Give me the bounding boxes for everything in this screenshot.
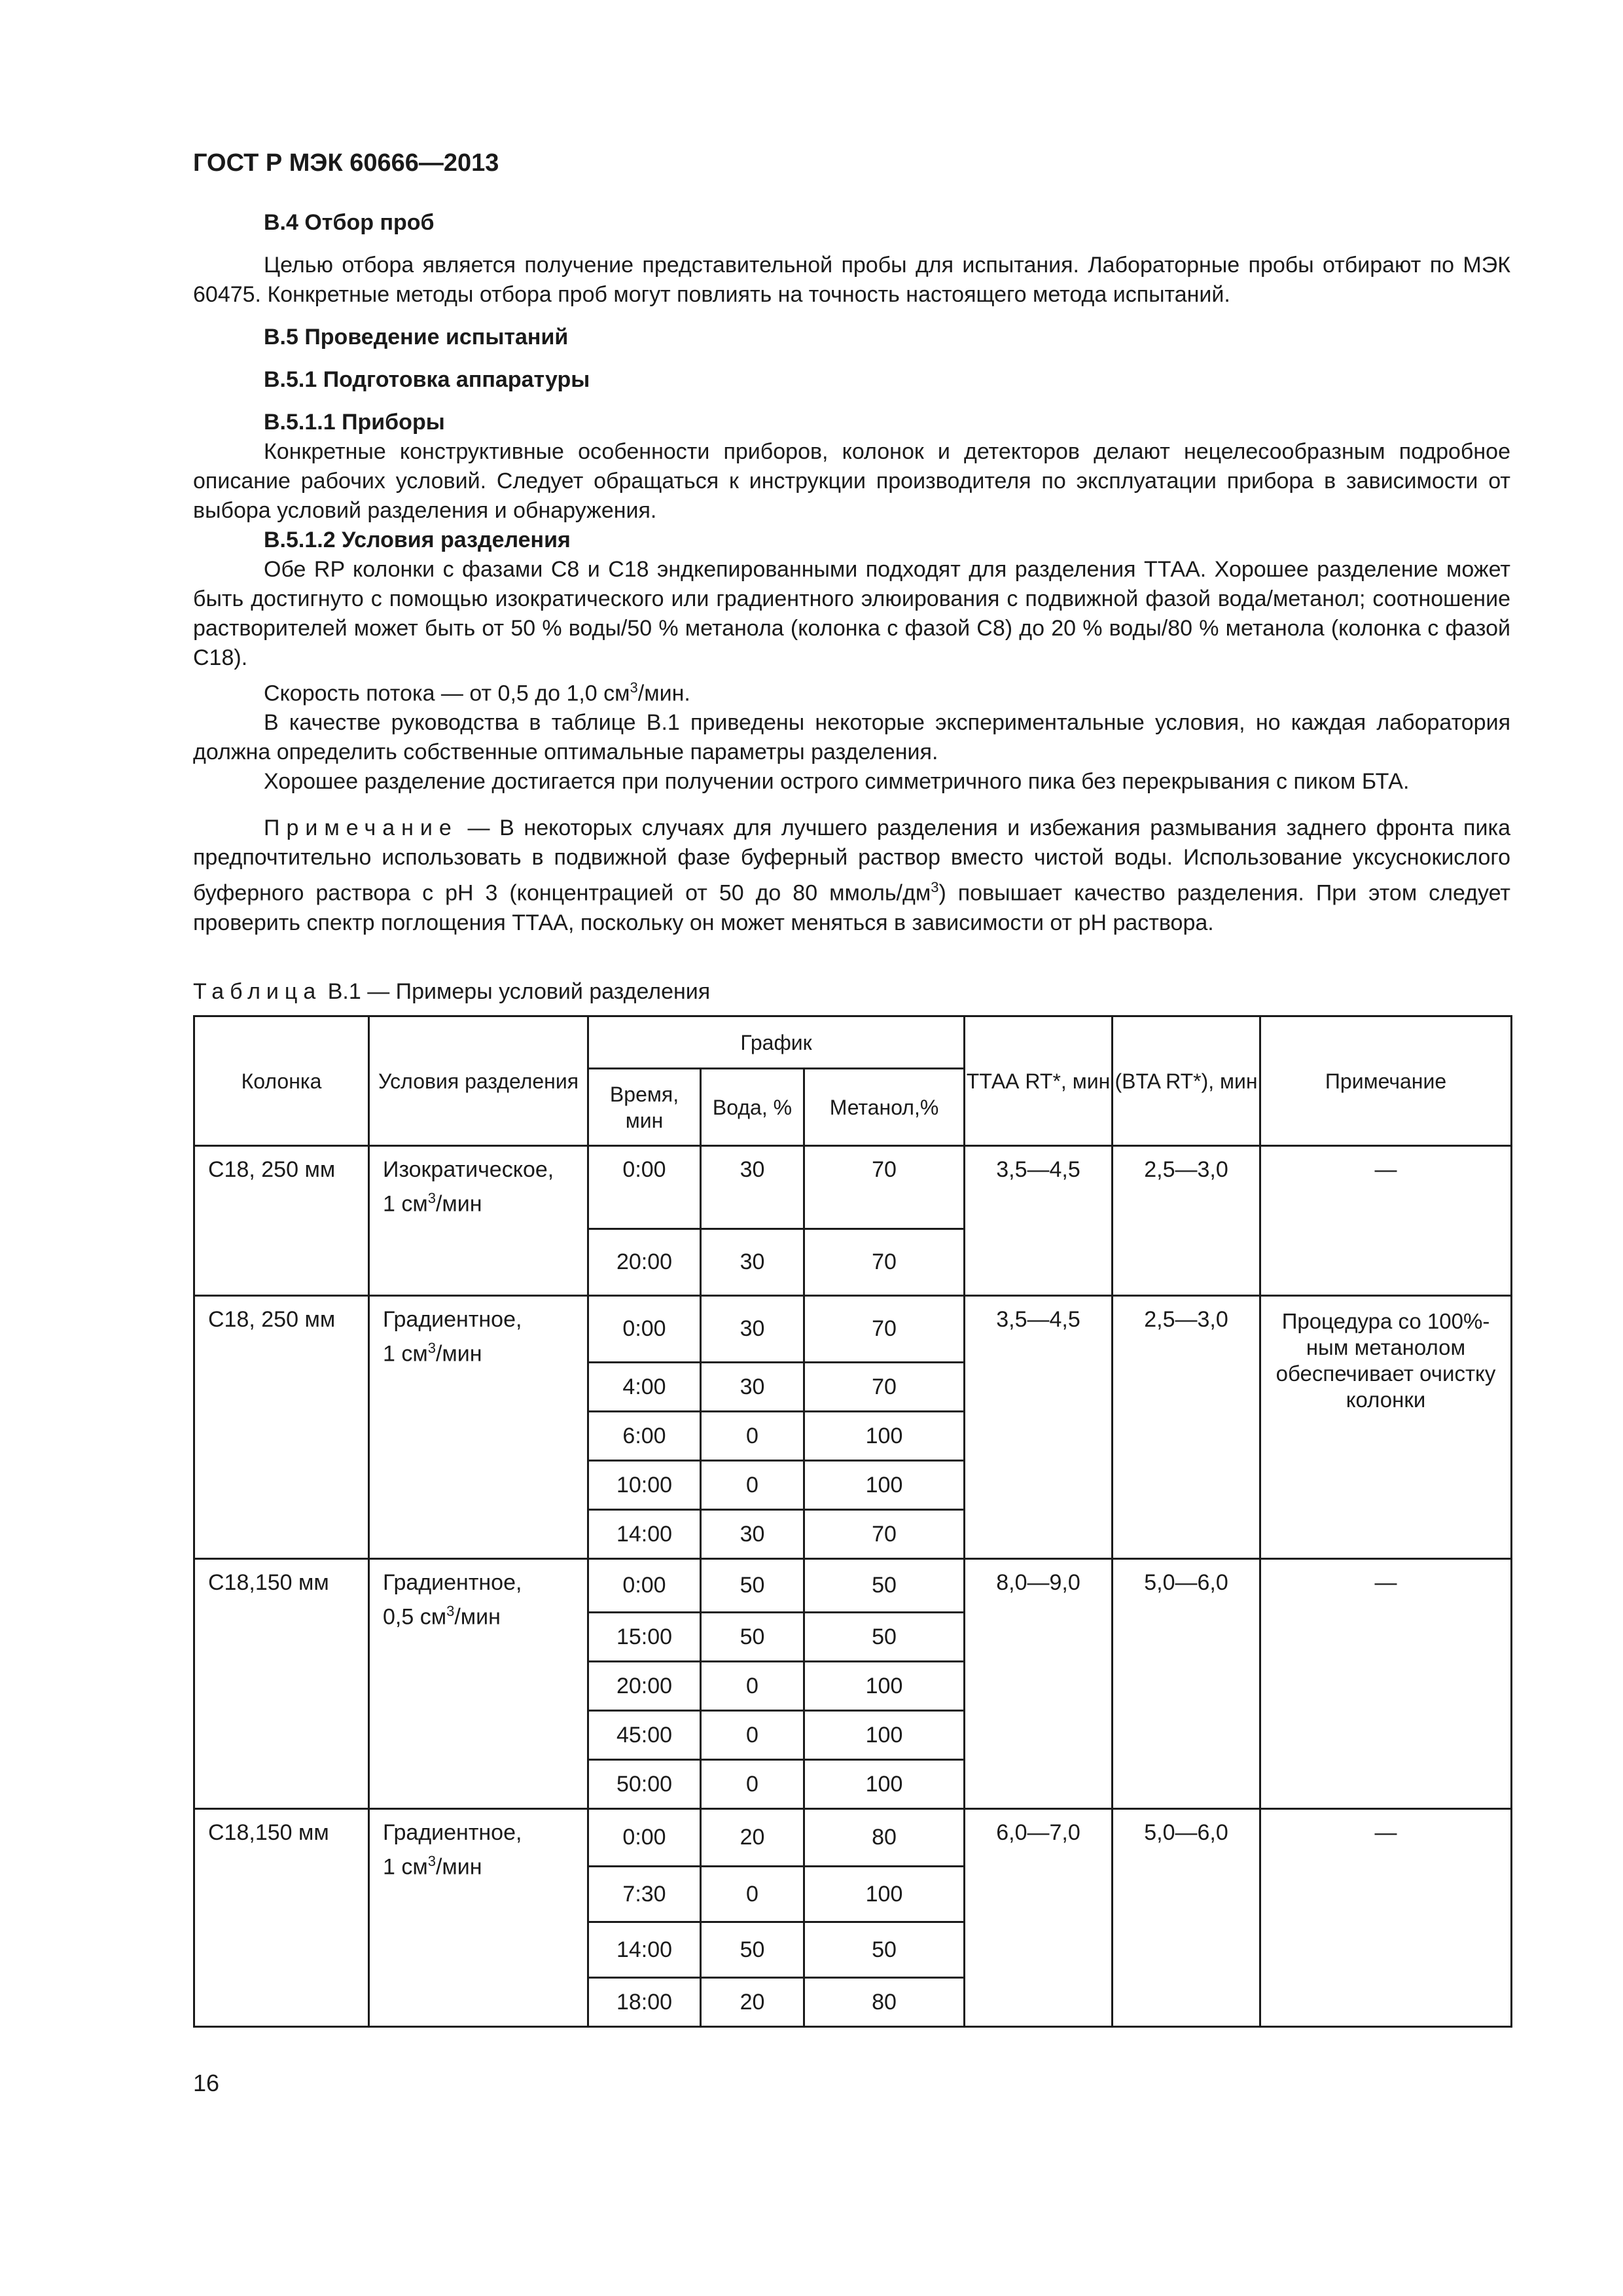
methanol-cell: 100 bbox=[804, 1867, 965, 1922]
time-cell: 15:00 bbox=[588, 1613, 701, 1662]
conditions-cell: Градиентное, 1 $см^3$/мин bbox=[369, 1296, 588, 1559]
ttaa-rt-cell: 3,5—4,5 bbox=[965, 1296, 1113, 1559]
water-cell: 20 bbox=[701, 1978, 804, 2027]
time-cell: 14:00 bbox=[588, 1922, 701, 1978]
time-cell: 0:00 bbox=[588, 1296, 701, 1363]
header-methanol: Метанол,% bbox=[804, 1069, 965, 1146]
time-cell: 45:00 bbox=[588, 1711, 701, 1760]
water-cell: 20 bbox=[701, 1809, 804, 1867]
header-schedule: График bbox=[588, 1016, 965, 1069]
note-cell: — bbox=[1260, 1809, 1512, 2027]
methanol-cell: 100 bbox=[804, 1711, 965, 1760]
bta-rt-cell: 2,5—3,0 bbox=[1113, 1296, 1260, 1559]
table-row bbox=[194, 1146, 1512, 1229]
note-cell: — bbox=[1260, 1146, 1512, 1296]
section-b4-text: Целью отбора является получение представительной пробы для испытания. Лабораторные пробы отбирают по МЭК 60475. Конкретные методы отбора проб могут повлиять на точность настоящего метода испытаний. bbox=[193, 253, 1510, 307]
water-cell: 30 bbox=[701, 1229, 804, 1296]
methanol-cell: 70 bbox=[804, 1296, 965, 1363]
methanol-cell: 80 bbox=[804, 1978, 965, 2027]
separation-conditions-table bbox=[193, 1015, 1512, 2028]
section-b5-title: В.5 Проведение испытаний bbox=[264, 325, 569, 350]
bta-rt-cell: 5,0—6,0 bbox=[1113, 1809, 1260, 2027]
table-caption: Таблица В.1 — Примеры условий разделения bbox=[193, 979, 711, 1004]
header-bta-rt: (BTA RT*), мин bbox=[1113, 1016, 1260, 1146]
standard-header: ГОСТ Р МЭК 60666—2013 bbox=[193, 149, 499, 177]
methanol-cell: 70 bbox=[804, 1229, 965, 1296]
water-cell: 50 bbox=[701, 1559, 804, 1613]
section-b511-text: Конкретные конструктивные особенности приборов, колонок и детекторов делают нецелесообразным подробное описание рабочих условий. Следует обращаться к инструкции производителя по эксплуатации прибора в зависимости от выбора условий разделения и обнаружения. bbox=[193, 439, 1510, 523]
methanol-cell: 100 bbox=[804, 1760, 965, 1809]
time-cell: 6:00 bbox=[588, 1412, 701, 1461]
methanol-cell: 50 bbox=[804, 1922, 965, 1978]
column-cell: С18, 250 мм bbox=[194, 1146, 369, 1296]
time-cell: 18:00 bbox=[588, 1978, 701, 2027]
column-cell: С18,150 мм bbox=[194, 1809, 369, 2027]
guidance-text: В качестве руководства в таблице В.1 приведены некоторые экспериментальные условия, но каждая лаборатория должна определить собственные оптимальные параметры разделения. bbox=[193, 710, 1510, 765]
section-b511-title: В.5.1.1 Приборы bbox=[264, 410, 445, 435]
header-column: Колонка bbox=[194, 1016, 369, 1146]
methanol-cell: 80 bbox=[804, 1809, 965, 1867]
time-cell: 0:00 bbox=[588, 1146, 701, 1229]
conditions-cell: Градиентное, 1 $см^3$/мин bbox=[369, 1809, 588, 2027]
water-cell: 0 bbox=[701, 1711, 804, 1760]
header-conditions: Условия разделения bbox=[369, 1016, 588, 1146]
page-number: 16 bbox=[193, 2070, 220, 2096]
ttaa-rt-cell: 6,0—7,0 bbox=[965, 1809, 1113, 2027]
bta-rt-cell: 5,0—6,0 bbox=[1113, 1559, 1260, 1809]
time-cell: 20:00 bbox=[588, 1229, 701, 1296]
conditions-cell: Изократическое, 1 $см^3$/мин bbox=[369, 1146, 588, 1296]
water-cell: 50 bbox=[701, 1613, 804, 1662]
water-cell: 0 bbox=[701, 1760, 804, 1809]
water-cell: 30 bbox=[701, 1146, 804, 1229]
section-b51-title: В.5.1 Подготовка аппаратуры bbox=[264, 367, 590, 392]
table-row bbox=[194, 1296, 1512, 1363]
time-cell: 0:00 bbox=[588, 1559, 701, 1613]
time-cell: 0:00 bbox=[588, 1809, 701, 1867]
peak-text: Хорошее разделение достигается при получении острого симметричного пика без перекрывания с пиком БТА. bbox=[264, 769, 1410, 795]
time-cell: 7:30 bbox=[588, 1867, 701, 1922]
methanol-cell: 50 bbox=[804, 1613, 965, 1662]
section-b512-title: В.5.1.2 Условия разделения bbox=[264, 528, 571, 552]
section-b4-title: В.4 Отбор проб bbox=[264, 210, 435, 235]
header-water: Вода, % bbox=[701, 1069, 804, 1146]
column-cell: С18, 250 мм bbox=[194, 1296, 369, 1559]
water-cell: 50 bbox=[701, 1922, 804, 1978]
header-note: Примечание bbox=[1260, 1016, 1512, 1146]
note-paragraph: Примечание — В некоторых случаях для лучшего разделения и избежания размывания заднего фронта пика предпочтительно использовать в подвижной фазе буферный раствор вместо чистой воды. Использование уксуснокислого буферного раствора с рН 3 (концентрацией от 50 до 80 ммоль/$дм^3$) повышает качество разделения. При этом следует проверить спектр поглощения ТТАА, поскольку он может меняться в зависимости от рН раствора. bbox=[193, 816, 1510, 935]
ttaa-rt-cell: 3,5—4,5 bbox=[965, 1146, 1113, 1296]
time-cell: 10:00 bbox=[588, 1461, 701, 1510]
header-time: Время, мин bbox=[588, 1069, 701, 1146]
water-cell: 30 bbox=[701, 1510, 804, 1559]
header-ttaa-rt: ТТАА RT*, мин bbox=[965, 1016, 1113, 1146]
bta-rt-cell: 2,5—3,0 bbox=[1113, 1146, 1260, 1296]
water-cell: 0 bbox=[701, 1461, 804, 1510]
note-cell: — bbox=[1260, 1559, 1512, 1809]
water-cell: 0 bbox=[701, 1412, 804, 1461]
time-cell: 50:00 bbox=[588, 1760, 701, 1809]
time-cell: 4:00 bbox=[588, 1363, 701, 1412]
conditions-cell: Градиентное, 0,5 $см^3$/мин bbox=[369, 1559, 588, 1809]
flow-rate-text: Скорость потока — от 0,5 до 1,0 $см^3$/мин. bbox=[264, 679, 690, 706]
ttaa-rt-cell: 8,0—9,0 bbox=[965, 1559, 1113, 1809]
methanol-cell: 100 bbox=[804, 1461, 965, 1510]
document-body bbox=[193, 208, 1510, 938]
water-cell: 0 bbox=[701, 1867, 804, 1922]
methanol-cell: 70 bbox=[804, 1363, 965, 1412]
table-row bbox=[194, 1809, 1512, 1867]
time-cell: 14:00 bbox=[588, 1510, 701, 1559]
note-label: Примечание bbox=[264, 816, 458, 841]
table-row bbox=[194, 1559, 1512, 1613]
note-cell: Процедура со 100%-ным метанолом обеспечивает очистку колонки bbox=[1260, 1296, 1512, 1559]
methanol-cell: 50 bbox=[804, 1559, 965, 1613]
water-cell: 30 bbox=[701, 1296, 804, 1363]
water-cell: 30 bbox=[701, 1363, 804, 1412]
time-cell: 20:00 bbox=[588, 1662, 701, 1711]
methanol-cell: 70 bbox=[804, 1146, 965, 1229]
section-b512-text: Обе RP колонки с фазами С8 и С18 эндкепированными подходят для разделения ТТАА. Хорошее разделение может быть достигнуто с помощью изократического или градиентного элюирования с подвижной фазой вода/метанол; соотношение растворителей может быть от 50 % воды/50 % метанола (колонка с фазой С8) до 20 % воды/80 % метанола (колонка с фазой С18). bbox=[193, 557, 1510, 670]
column-cell: С18,150 мм bbox=[194, 1559, 369, 1809]
methanol-cell: 100 bbox=[804, 1412, 965, 1461]
water-cell: 0 bbox=[701, 1662, 804, 1711]
methanol-cell: 100 bbox=[804, 1662, 965, 1711]
methanol-cell: 70 bbox=[804, 1510, 965, 1559]
